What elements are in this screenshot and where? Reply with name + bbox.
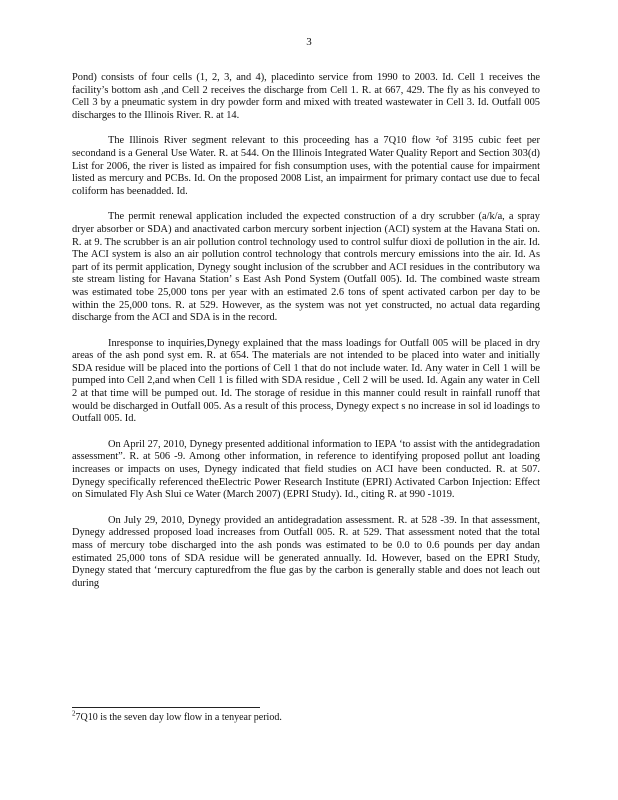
footnote <box>72 709 540 724</box>
paragraph-4: Inresponse to inquiries,Dynegy explained that the mass loadings for Outfall 005 will be placed in dry areas of the ash pond syst em. R. at 654. The materials are not intended to be placed into water and initially SDA residue will be placed into the portions of Cell 1 that do not include water. Id. Any water in Cell 1 will be pumped into Cell 2,and when Cell 1 is filled with SDA residue , Cell 2 will be used. Id. Again any water in Cell 2 at that time will be pumped out. Id. The storage of residue in this manner could result in rainfall runoff that would be discharged in Outfall 005. As a result of this process, Dynegy expect s no increase in sol id loadings to Outfall 005. Id. <box>72 337 540 425</box>
paragraph-1: Pond) consists of four cells (1, 2, 3, and 4), placedinto service from 1990 to 2003. Id. Cell 1 receives the facility’s bottom ash ,and Cell 2 receives the discharge from Cell 1. R. at 667, 429. The fly as his conveyed to Cell 3 by a pneumatic system in dry powder form and mixed with treated wastewater in Cell 3. Id. Outfall 005 discharges to the Illinois River. R. at 14. <box>72 72 540 121</box>
paragraph-5: On April 27, 2010, Dynegy presented additional information to IEPA ‘to assist with the antidegradation assessment”. R. at 506 -9. Among other information, in reference to identifying proposed pollut ant loading increases or impacts on uses, Dynegy indicated that field studies on ACI have been conducted. R. at 507. Dynegy specifically referenced theElectric Power Research Institute (EPRI) Activated Carbon Injection: Effect on Simulated Fly Ash Slui ce Water (March 2007) (EPRI Study). Id., citing R. at 990 -1019. <box>72 438 540 501</box>
paragraph-6: On July 29, 2010, Dynegy provided an antidegradation assessment. R. at 528 -39. In that assessment, Dynegy addressed proposed load increases from Outfall 005. R. at 529. That assessment noted that the total mass of mercury tobe discharged into the ash ponds was estimated to be 0.0 to 0.6 pounds per day andan estimated 25,000 tons of SDA residue will be generated annually. Id. However, based on the EPRI Study, Dynegy stated that ‘mercury capturedfrom the flue gas by the carbon is generally stable and does not leach out during <box>72 514 540 589</box>
footnote-divider <box>72 707 260 708</box>
footnote-marker: 2 <box>72 709 76 718</box>
paragraph-2: The Illinois River segment relevant to this proceeding has a 7Q10 flow ²of 3195 cubic feet per secondand is a General Use Water. R. at 544. On the Illinois Integrated Water Quality Report and Section 303(d) List for 2006, the river is listed as impaired for fish consumption uses, with the potential cause for impairment listed as mercury and PCBs. Id. On the proposed 2008 List, an impairment for primary contact use due to fecal coliform has beenadded. Id. <box>72 135 540 197</box>
paragraph-3: The permit renewal application included the expected construction of a dry scrubber (a/k/a, a spray dryer absorber or SDA) and anactivated carbon mercury sorbent injection (ACI) system at the Havana Stati on. R. at 9. The scrubber is an air pollution control technology used to control sulfur dioxi de pollution in the air. Id. The ACI system is also an air pollution control technology that controls mercury emissions into the air. Id. As part of its permit application, Dynegy sought inclusion of the scrubber and ACI residues in the contributory wa ste stream listing for Havana Station’ s East Ash Pond System (Outfall 005). Id. The combined waste stream was estimated tobe 25,000 tons per year with an estimated 2.6 tons of spent activated carbon per day to be within the 25,000 tons. R. at 529. However, as the system was not yet constructed, no actual data regarding discharge from the ACI and SDA is in the record. <box>72 211 540 324</box>
footnote-text: 7Q10 is the seven day low flow in a tenyear period. <box>75 712 282 723</box>
page-number: 3 <box>306 36 312 48</box>
body-text <box>72 72 540 603</box>
